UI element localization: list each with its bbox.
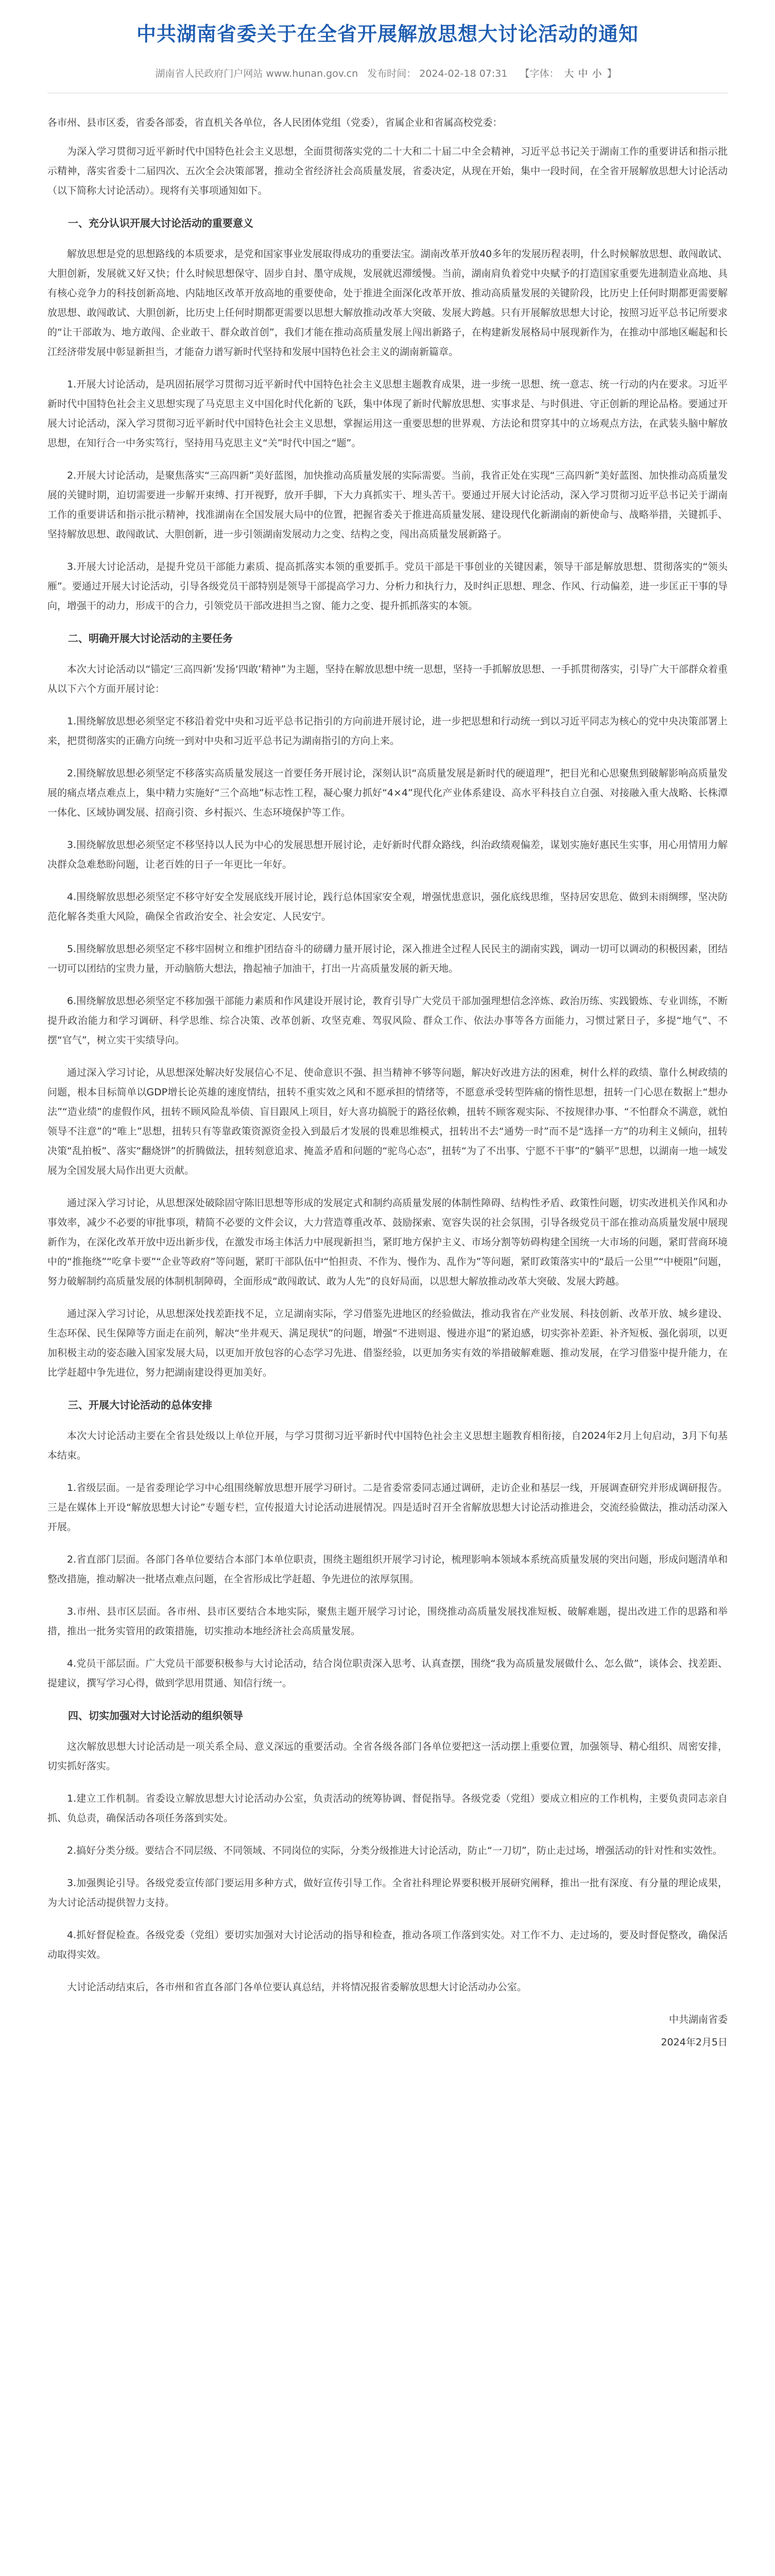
section-heading: 四、切实加强对大讨论活动的组织领导: [68, 1709, 243, 1722]
font-small-button[interactable]: 小: [592, 68, 602, 79]
font-size-control: [517, 68, 620, 79]
article-meta: [47, 66, 728, 81]
body-paragraph: 3.围绕解放思想必须坚定不移坚持以人民为中心的发展思想开展讨论，走好新时代群众路线，纠治政绩观偏差，谋划实施好惠民生实事，用心用情用力解决群众急难愁盼问题，让老百姓的日子一年更比一年好。: [47, 839, 728, 870]
body-paragraph: 5.围绕解放思想必须坚定不移牢固树立和维护团结奋斗的磅礴力量开展讨论，深入推进全过程人民民主的湖南实践，调动一切可以调动的积极因素，团结一切可以团结的宝贵力量，开动脑筋大想法，撸起袖子加油干，打出一片高质量发展的新天地。: [47, 943, 728, 974]
font-size-label: 【字体：: [520, 68, 559, 79]
font-medium-button[interactable]: 中: [578, 68, 588, 79]
font-large-button[interactable]: 大: [564, 68, 574, 79]
font-size-close: 】: [607, 68, 617, 79]
salutation: 各市州、县市区委，省委各部委，省直机关各单位，各人民团体党组（党委），省属企业和省属高校党委：: [47, 117, 503, 128]
body-paragraph: 6.围绕解放思想必须坚定不移加强干部能力素质和作风建设开展讨论，教育引导广大党员干部加强理想信念淬炼、政治历练、实践锻炼、专业训练，不断提升政治能力和学习调研、科学思维、综合决策、改革创新、攻坚克难、驾驭风险、群众工作、依法办事等各方面能力，习惯过紧日子，多提“地气”、不摆“官气”，树立实干实绩导向。: [47, 995, 728, 1046]
body-paragraph: 这次解放思想大讨论活动是一项关系全局、意义深远的重要活动。全省各级各部门各单位要把这一活动摆上重要位置，加强领导、精心组织、周密安排，切实抓好落实。: [47, 1741, 728, 1772]
body-paragraph: 本次大讨论活动主要在全省县处级以上单位开展，与学习贯彻习近平新时代中国特色社会主义思想主题教育相衔接，自2024年2月上旬启动，3月下旬基本结束。: [47, 1430, 728, 1461]
body-paragraph: 4.围绕解放思想必须坚定不移守好安全发展底线开展讨论，践行总体国家安全观，增强忧患意识，强化底线思维，坚持居安思危、做到未雨绸缪，坚决防范化解各类重大风险，确保全省政治安全、社会安定、人民安宁。: [47, 891, 728, 922]
body-paragraph: 通过深入学习讨论，从思想深处破除固守陈旧思想等形成的发展定式和制约高质量发展的体制性障碍、结构性矛盾、政策性问题，切实改进机关作风和办事效率，减少不必要的审批事项，精简不必要的文件会议，大力营造尊重改革、鼓励探索、宽容失误的社会氛围，引导各级党员干部在推动高质量发展中展现新作为，在深化改革开放中迈出新步伐，在激发市场主体活力中展现新担当，紧盯地方保护主义、市场分割等妨碍构建全国统一大市场的问题，紧盯营商环境中的“推拖绕”“吃拿卡要”“企业等政府”等问题，紧盯干部队伍中“怕担责、不作为、慢作为、乱作为”等问题，紧盯政策落实中的“最后一公里”“中梗阻”问题，努力破解制约高质量发展的体制机制障碍，全面形成“敢闯敢试、敢为人先”的良好局面，以思想大解放推动改革大突破、发展大跨越。: [47, 1197, 728, 1287]
body-paragraph: 4.党员干部层面。广大党员干部要积极参与大讨论活动，结合岗位职责深入思考、认真查摆，围绕“我为高质量发展做什么、怎么做”，谈体会、找差距、提建议，撰写学习心得，做到学思用贯通、知信行统一。: [47, 1658, 728, 1689]
section-heading: 二、明确开展大讨论活动的主要任务: [68, 632, 233, 645]
body-paragraph: 2.省直部门层面。各部门各单位要结合本部门本单位职责，围绕主题组织开展学习讨论，梳理影响本领域本系统高质量发展的突出问题，形成问题清单和整改措施，推动解决一批堵点难点问题，在全省形成比学赶超、争先进位的浓厚氛围。: [47, 1554, 728, 1585]
body-paragraph: 大讨论活动结束后，各市州和省直各部门各单位要认真总结，并将情况报省委解放思想大讨论活动办公室。: [67, 1981, 527, 1993]
page-title: 中共湖南省委关于在全省开展解放思想大讨论活动的通知: [136, 23, 639, 45]
article-sections: [47, 213, 728, 1997]
source-label: 湖南省人民政府门户网站 www.hunan.gov.cn: [155, 68, 358, 79]
body-paragraph: 通过深入学习讨论，从思想深处找差距找不足，立足湖南实际，学习借鉴先进地区的经验做法，推动我省在产业发展、科技创新、改革开放、城乡建设、生态环保、民生保障等方面走在前列，解决“坐井观天、满足现状”的问题，增强“不进则退、慢进亦退”的紧迫感，切实弥补差距、补齐短板、强化弱项，以更加积极主动的姿态融入国家发展大局，以更加开放包容的心态学习先进、借鉴经验，以更加务实有效的举措破解难题、推动发展，在学习借鉴中提升能力，在比学赶超中争先进位，努力把湖南建设得更加美好。: [47, 1308, 728, 1378]
body-paragraph: 4.抓好督促检查。各级党委（党组）要切实加强对大讨论活动的指导和检查，推动各项工作落到实处。对工作不力、走过场的，要及时督促整改，确保活动取得实效。: [47, 1929, 728, 1960]
intro-paragraph: 为深入学习贯彻习近平新时代中国特色社会主义思想，全面贯彻落实党的二十大和二十届二中全会精神，习近平总书记关于湖南工作的重要讲话和指示批示精神，落实省委十二届四次、五次全会决策部署，推动全省经济社会高质量发展，省委决定，从现在开始，集中一段时间，在全省开展解放思想大讨论活动（以下简称大讨论活动）。现将有关事项通知如下。: [47, 146, 728, 196]
body-paragraph: 2.开展大讨论活动，是聚焦落实“三高四新”美好蓝图，加快推动高质量发展的实际需要。当前，我省正处在实现“三高四新”美好蓝图、加快推动高质量发展的关键时期，迫切需要进一步解开束缚、打开视野，放开手脚，下大力真抓实干、埋头苦干。要通过开展大讨论活动，深入学习贯彻习近平总书记关于湖南工作的重要讲话和指示批示精神，找准湖南在全国发展大局中的位置，把握省委关于推进高质量发展、建设现代化新湖南的新使命与、战略举措，关键抓手、坚持解放思想、敢闯敢试、大胆创新，进一步引领湖南发展动力之变、结构之变，闯出高质量发展新路子。: [47, 470, 728, 540]
section-heading: 一、充分认识开展大讨论活动的重要意义: [68, 217, 253, 229]
body-paragraph: 通过深入学习讨论，从思想深处解决好发展信心不足、使命意识不强、担当精神不够等问题，解决好改进方法的困难，树什么样的政绩、靠什么树政绩的问题，根本目标简单以GDP增长论英雄的速度情结，扭转不重实效之风和不愿承担的情绪等，不愿意承受转型阵痛的惰性思想，扭转一门心思在数据上“想办法”“造业绩”的虚假作风，扭转不顾风险乱举债、盲目跟风上项目，好大喜功搞脱于的路径依赖，扭转不顾客观实际、不按规律办事、“不怕群众不满意，就怕领导不注意”的“唯上”思想，扭转只有等靠政策资源资金投入到最后才发展的畏难思维模式，扭转出不去“通势一时”而不是“选择一方”的功利主义倾向，扭转决策“乱拍板”、落实“翻烧饼”的折腾做法，扭转刻意追求、掩盖矛盾和问题的“驼鸟心态”，扭转“为了不出事、宁愿不干事”的“躺平”思想，以湖南一地一域发展为全国发展大局作出更大贡献。: [47, 1067, 728, 1176]
body-paragraph: 1.围绕解放思想必须坚定不移沿着党中央和习近平总书记指引的方向前进开展讨论，进一步把思想和行动统一到以习近平同志为核心的党中央决策部署上来，把贯彻落实的正确方向统一到对中央和习近平总书记为湖南指引的方向上来。: [47, 716, 728, 747]
article-body: [47, 113, 728, 2052]
body-paragraph: 本次大讨论活动以“锚定‘三高四新’发扬‘四敢’精神”为主题，坚持在解放思想中统一思想，坚持一手抓解放思想、一手抓贯彻落实，引导广大干部群众着重从以下六个方面开展讨论：: [47, 664, 728, 694]
body-paragraph: 3.市州、县市区层面。各市州、县市区要结合本地实际，聚焦主题开展学习讨论，围绕推动高质量发展找准短板、破解难题，提出改进工作的思路和举措，推出一批务实管用的政策措施，切实推动本地经济社会高质量发展。: [47, 1606, 728, 1637]
body-paragraph: 2.围绕解放思想必须坚定不移落实高质量发展这一首要任务开展讨论，深刻认识“高质量发展是新时代的硬道理”，把目光和心思聚焦到破解影响高质量发展的痛点堵点难点上，集中精力实施好“三个高地”标志性工程，凝心聚力抓好“4×4”现代化产业体系建设、高水平科技自立自强、对接融入重大战略、长株潭一体化、区域协调发展、招商引资、乡村振兴、生态环境保护等工作。: [47, 768, 728, 818]
signature: 中共湖南省委: [668, 2014, 728, 2025]
body-paragraph: 解放思想是党的思想路线的本质要求，是党和国家事业发展取得成功的重要法宝。湖南改革开放40多年的发展历程表明，什么时候解放思想、敢闯敢试、大胆创新，发展就又好又快；什么时候思想保守、固步自封、墨守成规，发展就迟滞缓慢。当前，湖南肩负着党中央赋予的打造国家重要先进制造业高地、具有核心竞争力的科技创新高地、内陆地区改革开放高地的重要使命，处于推进全面深化改革开放、推动高质量发展的关键阶段，比历史上任何时期都更需要解放思想、敢闯敢试、大胆创新，比历史上任何时期都更需要以思想大解放推动改革大突破、发展大跨越。只有开展解放思想大讨论，按照习近平总书记所要求的“让干部敢为、地方敢闯、企业敢干、群众敢首创”，我们才能在推动高质量发展上闯出新路子，在构建新发展格局中展现新作为，在推动中部地区崛起和长江经济带发展中彰显新担当，才能奋力谱写新时代坚持和发展中国特色社会主义的湖南新篇章。: [47, 248, 728, 358]
body-paragraph: 3.开展大讨论活动，是提升党员干部能力素质、提高抓落实本领的重要抓手。党员干部是干事创业的关键因素，领导干部是解放思想、贯彻落实的“领头雁”。要通过开展大讨论活动，引导各级党员干部特别是领导干部提高学习力、分析力和执行力，及时纠正思想、理念、作风、行动偏差，进一步匡正干事的导向，增强干的动力，形成干的合力，引领党员干部改进担当之窗、能力之变、提升抓抓落实的本领。: [47, 561, 728, 612]
body-paragraph: 1.开展大讨论活动，是巩固拓展学习贯彻习近平新时代中国特色社会主义思想主题教育成果，进一步统一思想、统一意志、统一行动的内在要求。习近平新时代中国特色社会主义思想实现了马克思主义中国化时代化新的飞跃，集中体现了新时代解放思想、实事求是、与时俱进、守正创新的理论品格。要通过开展大讨论活动，深入学习贯彻习近平新时代中国特色社会主义思想，掌握运用这一重要思想的世界观、方法论和贯穿其中的立场观点方法，在武装头脑中解放思想，在知行合一中务实笃行，坚持用马克思主义“关”时代中国之“题”。: [47, 379, 728, 449]
issue-date: 2024年2月5日: [661, 2037, 728, 2048]
body-paragraph: 1.省级层面。一是省委理论学习中心组围绕解放思想开展学习研讨。二是省委常委同志通过调研，走访企业和基层一线，开展调查研究并形成调研报告。三是在媒体上开设“解放思想大讨论”专题专栏，宣传报道大讨论活动进展情况。四是适时召开全省解放思想大讨论活动推进会，交流经验做法，推动活动深入开展。: [47, 1482, 728, 1533]
body-paragraph: 3.加强舆论引导。各级党委宣传部门要运用多种方式，做好宣传引导工作。全省社科理论界要积极开展研究阐释，推出一批有深度、有分量的理论成果，为大讨论活动提供智力支持。: [47, 1877, 728, 1908]
section-heading: 三、开展大讨论活动的总体安排: [68, 1399, 212, 1411]
publish-time: 发布时间： 2024-02-18 07:31: [367, 68, 508, 79]
body-paragraph: 1.建立工作机制。省委设立解放思想大讨论活动办公室，负责活动的统筹协调、督促指导。各级党委（党组）要成立相应的工作机构，主要负责同志亲自抓、负总责，确保活动各项任务落到实处。: [47, 1793, 728, 1824]
body-paragraph: 2.搞好分类分级。要结合不同层级、不同领域、不同岗位的实际，分类分级推进大讨论活动，防止“一刀切”，防止走过场，增强活动的针对性和实效性。: [67, 1845, 722, 1856]
